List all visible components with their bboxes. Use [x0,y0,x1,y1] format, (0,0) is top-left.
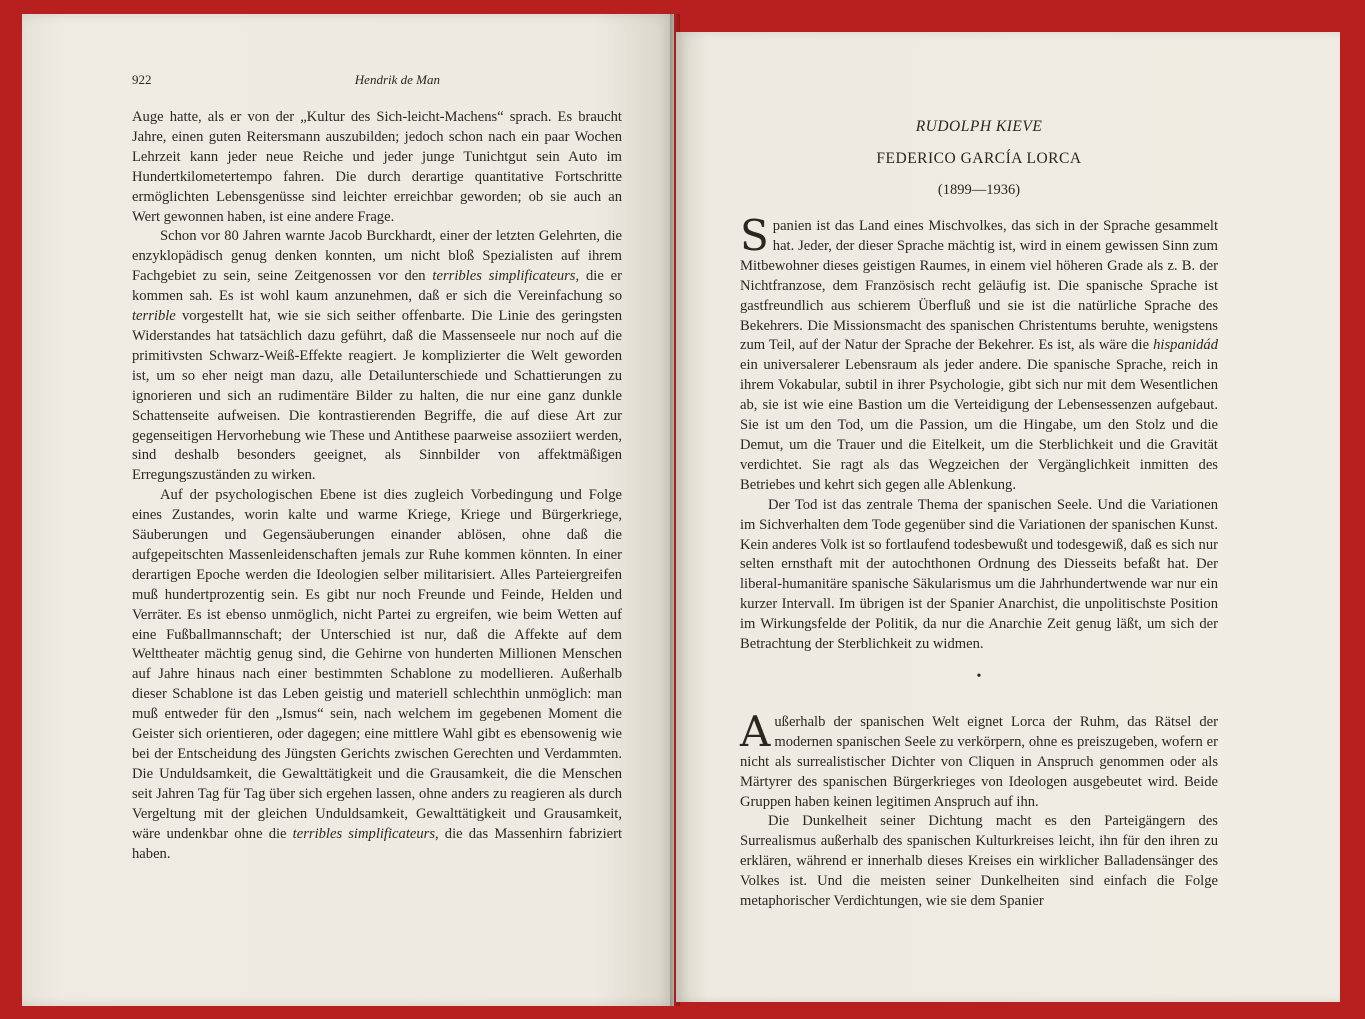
italic-phrase: terribles simplificateurs [432,268,576,285]
running-head-author: Hendrik de Man [354,72,440,87]
paragraph: Außerhalb der spanischen Welt eignet Lorca der Ruhm, das Rätsel der modernen spanischen Seele zu verkörpern, ohne es preiszugeben, wofern er nicht als surrealistischer Dichter von Cliquen in Anspruch genommen oder als Märtyrer des spanischen Bürgerkrieges von Ideologen ausgebeutet wird. Beide Gruppen haben keinen legitimen Anspruch auf ihn. [740,706,1218,810]
left-page-body [132,108,622,864]
article-author: RUDOLPH KIEVE [915,118,1043,135]
section-divider: • [976,668,982,684]
running-head [132,72,626,88]
paragraph: Auf der psychologischen Ebene ist dies zugleich Vorbedingung und Folge eines Zustandes, worin kalte und warme Kriege, Kriege und Bürgerkriege, Säuberungen und Gegensäuberungen einander ablösen, ohne daß die aufgepeitschten Massenleidenschaften jemals zur Ruhe kommen könnten. In einer derartigen Epoche werden die Ideologien selber militarisiert. Alles Parteiergreifen muß hundertprozentig sein. Es gibt nur noch Freunde und Feinde, Helden und Verräter. Es ist ebenso unmöglich, nicht Partei zu ergreifen, wie beim Wetten auf eine Fußballmannschaft; der Unterschied ist nur, daß die Affekte auf dem Welttheater mächtig genug sind, die Gehirne von hunderten Millionen Menschen auf Jahre hinaus nach einer bestimmten Schablone zu modellieren. Außerhalb dieser Schablone ist das Leben geistig und materiell schlechthin unmöglich: man muß entweder für den „Ismus“ sein, nach welchem im gegebenen Moment die Geister sich orientieren, oder dagegen; eine mittlere Wahl gibt es ebensowenig wie bei der Entscheidung des Jüngsten Gerichts zwischen Gerechten und Verdammten. Die Unduldsamkeit, die Gewalttätigkeit und die Grausamkeit, die die Menschen seit Jahren Tag für Tag über sich ergehen lassen, ohne anders zu reagieren als durch Vergeltung mit der gleichen Unduldsamkeit, Gewalttätigkeit und Grausamkeit, wäre undenkbar ohne die terribles simplificateurs, die das Massenhirn fabriziert haben. [132,487,623,862]
article-title: FEDERICO GARCÍA LORCA [876,150,1082,167]
italic-word: terrible [132,308,176,325]
paragraph: Die Dunkelheit seiner Dichtung macht es den Parteigängern des Surrealismus außerhalb des spanischen Kulturkreises leicht, ihn für den ihren zu erklären, während er innerhalb dieses Kreises ein wirklicher Balladensänger des Volkes ist. Und die meisten seiner Dunkelheiten sind einfach die Folge metaphorischer Verdichtungen, wie sie dem Spanier [740,813,1218,910]
right-page [676,32,1340,1002]
drop-cap: A [740,706,771,756]
paragraph: Auge hatte, als er von der „Kultur des Sich-leicht-Machens“ sprach. Es braucht Jahre, einen guten Reitersmann auszubilden; jedoch schon nach ein paar Wochen Lehrzeit kann jeder neue Reiche und jeder junge Tunichtgut sein Auto im Hundertkilometertempo fahren. Die durch derartige quantitative Fortschritte ermöglichten Lebensgenüsse sind leichter erreichbar geworden; ob sie auch an Wert gewonnen haben, ist eine andere Frage. [132,109,622,225]
paragraph: Spanien ist das Land eines Mischvolkes, das sich in der Sprache gesammelt hat. Jeder, der dieser Sprache mächtig ist, wird in einem gewissen Sinn zum Mitbewohner dieses geistigen Raumes, in einem viel höheren Grade als z. B. der Nichtfranzose, dem Französisch recht geläufig ist. Die spanische Sprache ist gastfreundlich aus schierem Überfluß und sie ist die natürliche Sprache des Bekehrers. Die Missionsmacht des spanischen Christentums beruhte, wenigstens zum Teil, auf der Natur der Sprache der Bekehrer. Es ist, als wäre die hispanidád ein universalerer Lebensraum als jeder andere. Die spanische Sprache, reich in ihrem Vokabular, subtil in ihrer Psychologie, gibt sich nur mit dem Wesentlichen ab, sie ist wie eine Bastion um die Verteidigung der Lebensessenzen aufgebaut. Sie ist um den Tod, um die Passion, um die Hingabe, um den Stolz und die Demut, um die Trauer und die Eitelkeit, um die Sterblichkeit und die Gravität verdichtet. Sie ragt als das Wegzeichen der Vergänglichkeit inmitten des Betriebes und kehrt sich gegen alle Ablenkung. [740,211,1218,493]
left-page [22,14,674,1006]
open-book [22,14,1340,1006]
right-page-body [740,211,1218,912]
paragraph: Schon vor 80 Jahren warnte Jacob Burckhardt, einer der letzten Gelehrten, die enzyklopädisch genug denken konnten, um nicht bloß Spezialisten auf ihrem Fachgebiet zu sein, seine Zeitgenossen vor den terribles simplificateurs, die er kommen sah. Es ist wohl kaum anzunehmen, daß er sich die Vereinfachung so terrible vorgestellt hat, wie sie sich seither offenbarte. Die Linie des geringsten Widerstandes hat tatsächlich dazu geführt, daß die Massenseele nur noch auf die primitivsten Schwarz-Weiß-Effekte reagiert. Je komplizierter die Welt geworden ist, um so eher neigt man dazu, alle Detailunterschiede und Schattierungen zu ignorieren und sich an rudimentäre Bilder zu halten, die nur eine ganz dunkle Schattenseite aufweisen. Die kontrastierenden Begriffe, die auf diese Art zur gegenseitigen Hervorhebung wie These und Antithese paarweise assoziiert werden, sind deshalb besonders geeignet, als Sinnbilder von affektmäßigen Erregungszuständen zu wirken. [132,228,623,484]
page-number: 922 [132,72,152,87]
italic-word: hispanidád [1153,337,1218,354]
paragraph: Der Tod ist das zentrale Thema der spanischen Seele. Und die Variationen im Sichverhalten dem Tode gegenüber sind die Variationen der spanischen Kunst. Kein anderes Volk ist so fortlaufend todesbewußt und todesgewiß, daß es sich nur selten ernsthaft mit der autochthonen Ordnung des Diesseits befaßt hat. Der liberal-humanitäre spanische Säkularismus um die Jahrhundertwende war nur ein kurzer Intervall. Im übrigen ist der Spanier Anarchist, die unpolitischste Position im Wirkungsfelde der Politik, da nur die Anarchie Zeit genug läßt, um sich der Betrachtung der Sterblichkeit zu widmen. [740,496,1218,653]
article-dates: (1899—1936) [937,182,1021,198]
italic-phrase: terribles simplificateurs [292,825,436,842]
drop-cap: S [740,211,769,260]
